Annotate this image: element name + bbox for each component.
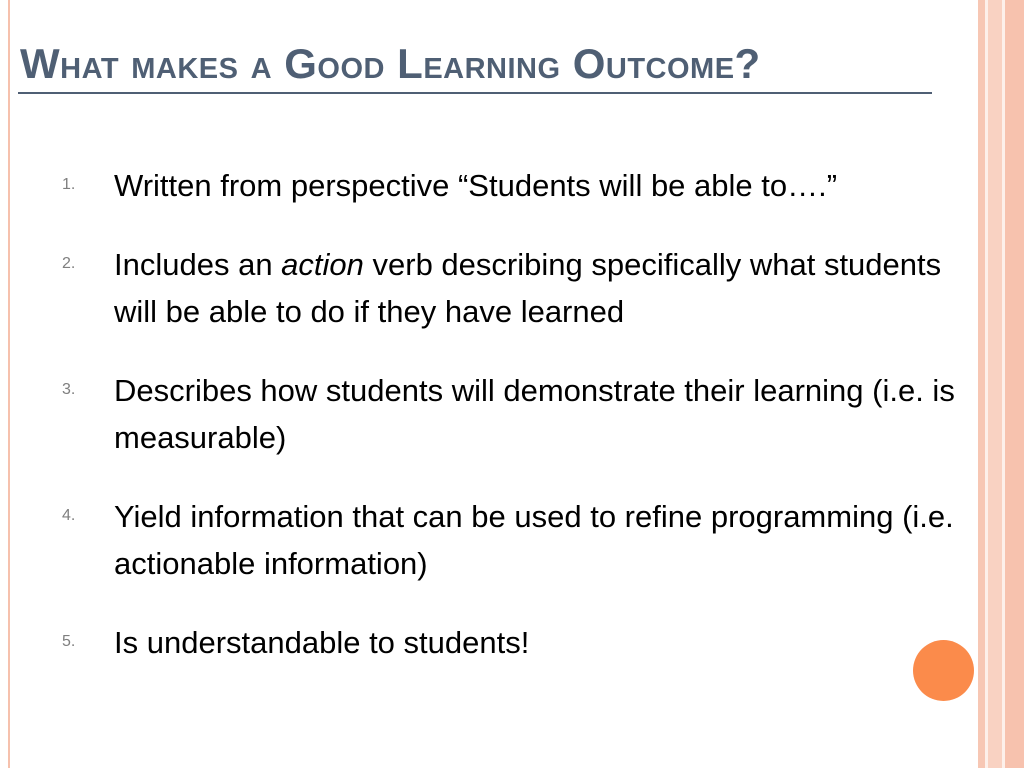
item-number: 4. (62, 507, 76, 524)
item-number: 1. (62, 176, 76, 193)
item-text-emphasis: action (281, 247, 364, 282)
item-text: Yield information that can be used to refine programming (i.e. actionable information) (114, 499, 954, 581)
left-border-line (8, 0, 10, 768)
list-item (62, 619, 962, 666)
item-text: Is understandable to students! (114, 625, 530, 660)
right-decor-stripe (978, 0, 985, 768)
item-text: Written from perspective “Students will be able to….” (114, 168, 838, 203)
item-number: 2. (62, 255, 76, 272)
item-number: 5. (62, 633, 76, 650)
list-item (62, 241, 962, 335)
right-decor-stripe (1005, 0, 1024, 768)
item-text: Describes how students will demonstrate their learning (i.e. is measurable) (114, 373, 955, 455)
accent-circle (913, 640, 974, 701)
slide-title: What makes a Good Learning Outcome? (20, 40, 761, 87)
item-text-part: verb describing specifically what students will be able to do if they have learned (114, 247, 942, 329)
right-decor-stripe (988, 0, 1002, 768)
list-item (62, 367, 962, 461)
title-underline (18, 92, 932, 94)
outcome-list (62, 162, 962, 698)
list-item (62, 493, 962, 587)
item-text-part: Includes an (114, 247, 282, 282)
item-text (114, 241, 962, 335)
list-item (62, 162, 962, 209)
item-number: 3. (62, 381, 76, 398)
